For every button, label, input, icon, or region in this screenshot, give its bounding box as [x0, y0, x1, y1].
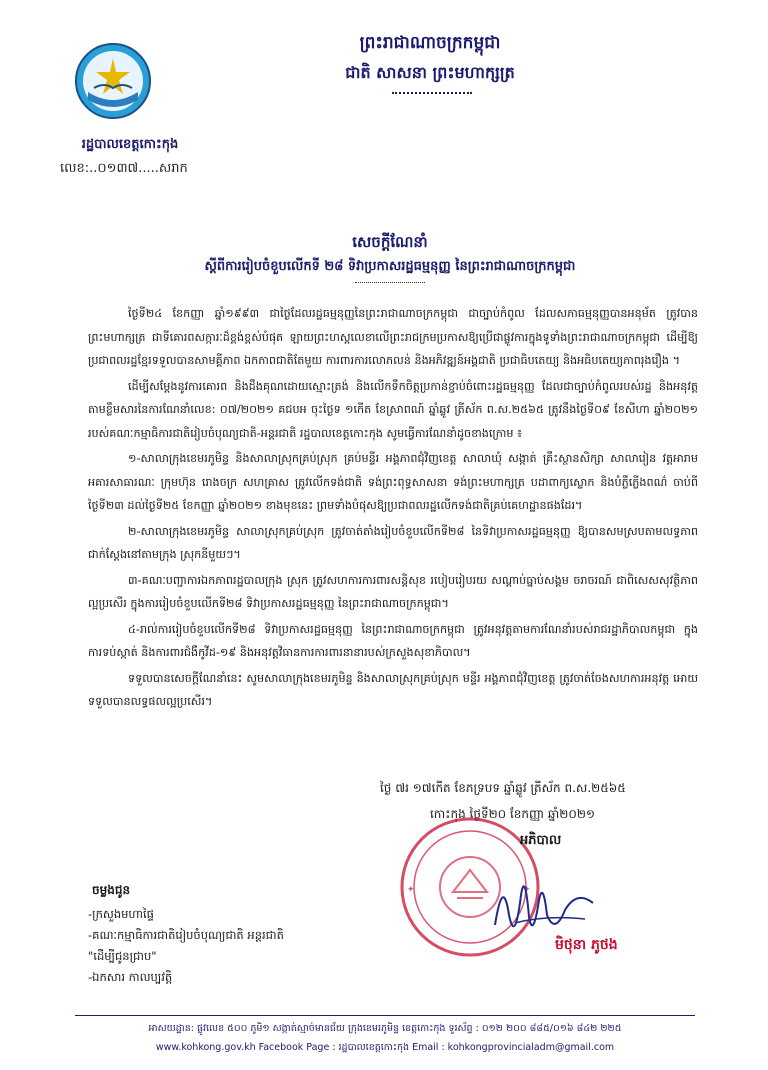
kingdom-title: ព្រះរាជាណាចក្រកម្ពុជា [359, 33, 501, 53]
handwritten-signature-icon [485, 855, 605, 945]
paragraph-purpose: ដើម្បីសម្តែងនូវការគោរព និងដឹងគុណដោយស្មោះត្រង់ និងលើកទឹកចិត្តប្រកាន់ខ្ជាប់ចំពោះរដ្ឋធម្មនុញ្ញ ដែលជាច្បាប់កំពូលរបស់រដ្ឋ និងអនុវត្តតាមខ្លឹមសារនៃការណែនាំលេខ: ០៧/២០២១ គជបអ ចុះថ្ងៃទ ១កើត ខែស្រាពណ៍ ឆ្នាំឆ្លូវ ត្រីស័ក ព.ស.២៥៦៥ ត្រូវនឹងថ្ងៃទី០៩ ខែសីហា ឆ្នាំ២០២១ របស់គណៈកម្មាធិការជាតិរៀបចំបុណ្យជាតិ-អន្តរជាតិ រដ្ឋបាលខេត្តកោះកុង សូមធ្វើការណែនាំដូចខាងក្រោម ៖ [88, 379, 699, 440]
document-subtitle: ស្តីពីការរៀបចំខួបលើកទី ២៨ ទិវាប្រកាសរដ្ឋធម្មនុញ្ញ នៃព្រះរាជាណាចក្រកម្ពុជា [204, 259, 576, 274]
copies-to-heading: ចម្លងជូន [92, 883, 131, 897]
footer-address: អាសយដ្ឋាន: ផ្លូវលេខ ៥០០ ភូមិ១ សង្កាត់ស្មាច់មានជ័យ ក្រុងខេមរភូមិន្ទ ខេត្តកោះកុង ទូរស័ព្ទ : ០១២ ២០០ ៨៨៥/០១៦ ៨៤២ ២២៥ [148, 1023, 622, 1034]
footer-divider [75, 1015, 695, 1016]
motto-divider [392, 92, 472, 94]
document-title: សេចក្តីណែនាំ [352, 233, 428, 251]
lunar-date: ថ្ងៃ ៧រ ១៧កើត ខែភទ្របទ ឆ្នាំឆ្លូវ ត្រីស័ក ព.ស.២៥៦៥ [380, 781, 626, 795]
recipient-item: -ក្រសួងមហាផ្ទៃ [88, 907, 154, 921]
reference-number: លេខ:..០១៣៧.....សរាក [60, 161, 188, 176]
recipient-item: "ដើម្បីជូនជ្រាប" [88, 949, 157, 963]
instruction-item-2: ២-សាលាក្រុងខេមរភូមិន្ទ សាលាស្រុកគ្រប់ស្រុក ត្រូវចាត់តាំងរៀបចំខួបលើកទី២៨ នៃទិវាប្រកាសរដ្ឋធម្មនុញ្ញ ឱ្យបានសមស្របតាមលទ្ធភាពជាក់ស្តែងនៅតាមក្រុង ស្រុកនីមួយៗ។ [88, 524, 698, 561]
signer-name: មិថុនា ភូថង [555, 937, 618, 953]
solar-date: កោះកុង ថ្ងៃទី២០ ខែកញ្ញា ឆ្នាំ២០២១ [430, 807, 596, 821]
document-body [88, 302, 698, 716]
national-motto: ជាតិ សាសនា ព្រះមហាក្សត្រ [345, 63, 515, 82]
svg-text:✦: ✦ [523, 885, 531, 895]
instruction-item-4: ៤-រាល់ការរៀបចំខួបលើកទី២៨ ទិវាប្រកាសរដ្ឋធម្មនុញ្ញ នៃព្រះរាជាណាចក្រកម្ពុជា ត្រូវអនុវត្តតាមការណែនាំរបស់រាជរដ្ឋាភិបាលកម្ពុជា ក្នុងការទប់ស្កាត់ និងការពារជំងឺកូវីដ-១៩ និងអនុវត្តវិធានការការពារនានារបស់ក្រសួងសុខាភិបាល។ [88, 622, 698, 659]
instruction-item-3: ៣-គណៈបញ្ជាការឯកភាពរដ្ឋបាលក្រុង ស្រុក ត្រូវសហការការពារសន្តិសុខ របៀបរៀបរយ សណ្តាប់ធ្នាប់សង្គម ចរាចរណ៍ ជាពិសេសសុវត្ថិភាពល្អប្រសើរ ក្នុងការរៀបចំខួបលើកទី២៨ ទិវាប្រកាសរដ្ឋធម្មនុញ្ញ នៃព្រះរាជាណាចក្រកម្ពុជា។ [88, 573, 698, 610]
provincial-logo-icon [74, 42, 152, 120]
issuing-authority: រដ្ឋបាលខេត្តកោះកុង [81, 137, 179, 152]
footer-contact: www.kohkong.gov.kh Facebook Page : រដ្ឋបាលខេត្តកោះកុង Email : kohkongprovincialadm@gmail.com [155, 1042, 615, 1053]
signatory-title: អភិបាល [520, 833, 562, 848]
paragraph-intro: ថ្ងៃទី២៤ ខែកញ្ញា ឆ្នាំ១៩៩៣ ជាថ្ងៃដែលរដ្ឋធម្មនុញ្ញនៃព្រះរាជាណាចក្រកម្ពុជា ជាច្បាប់កំពូល ដែលសភាធម្មនុញ្ញបានអនុម័ត ត្រូវបានព្រះមហាក្សត្រ ជាទីគោរពសក្ការៈដ៏ខ្ពង់ខ្ពស់បំផុត ឡាយព្រះហស្តលេខាលើព្រះរាជក្រមប្រកាសឱ្យប្រើជាផ្លូវការក្នុងទូទាំងព្រះរាជាណាចក្រកម្ពុជា ដើម្បីឱ្យប្រជាពលរដ្ឋខ្មែរទទួលបានសាមគ្គីភាព ឯកភាពជាតិតែមួយ ការពារការលោភលន់ និងអភិវឌ្ឍន៍អង្គជាតិ ប្រជាធិបតេយ្យ និងអធិបតេយ្យភាពរុងរឿង ។ [88, 307, 698, 367]
title-divider [355, 282, 425, 283]
recipients-list [88, 904, 284, 988]
svg-text:✦: ✦ [407, 885, 415, 895]
recipient-item: -ឯកសារ កាលប្បវត្តិ [88, 970, 173, 984]
instruction-item-1: ១-សាលាក្រុងខេមរភូមិន្ទ និងសាលាស្រុកគ្រប់ស្រុក គ្រប់មន្ទីរ អង្គភាពជុំវិញខេត្ត សាលាឃុំ សង្កាត់ គ្រឹះស្ថានសិក្សា សាលារៀន វត្តអារាម អគារសាធារណៈ ក្រុមហ៊ុន រោងចក្រ សហគ្រាស ត្រូវលើកទង់ជាតិ ទង់ព្រះពុទ្ធសាសនា ទង់ព្រះមហាក្សត្រ បដាពាក្យស្លោក និងបំភ្លឺភ្លើងពណ៌ ចាប់ពីថ្ងៃទី២៣ ដល់ថ្ងៃទី២៥ ខែកញ្ញា ឆ្នាំ២០២១ ខាងមុខនេះ ព្រមទាំងបំផុសឱ្យប្រជាពលរដ្ឋលើកទង់ជាតិគ្រប់គេហដ្ឋានផងដែរ។ [88, 452, 698, 512]
paragraph-closing: ទទួលបានសេចក្តីណែនាំនេះ សូមសាលាក្រុងខេមរភូមិន្ទ និងសាលាស្រុកគ្រប់ស្រុក មន្ទីរ អង្គភាពជុំវិញខេត្ត ត្រូវចាត់ចែងសហការអនុវត្ត អោយទទួលបានលទ្ធផលល្អប្រសើរ។ [88, 671, 698, 708]
recipient-item: -គណៈកម្មាធិការជាតិរៀបចំបុណ្យជាតិ អន្តរជាតិ [88, 928, 284, 942]
